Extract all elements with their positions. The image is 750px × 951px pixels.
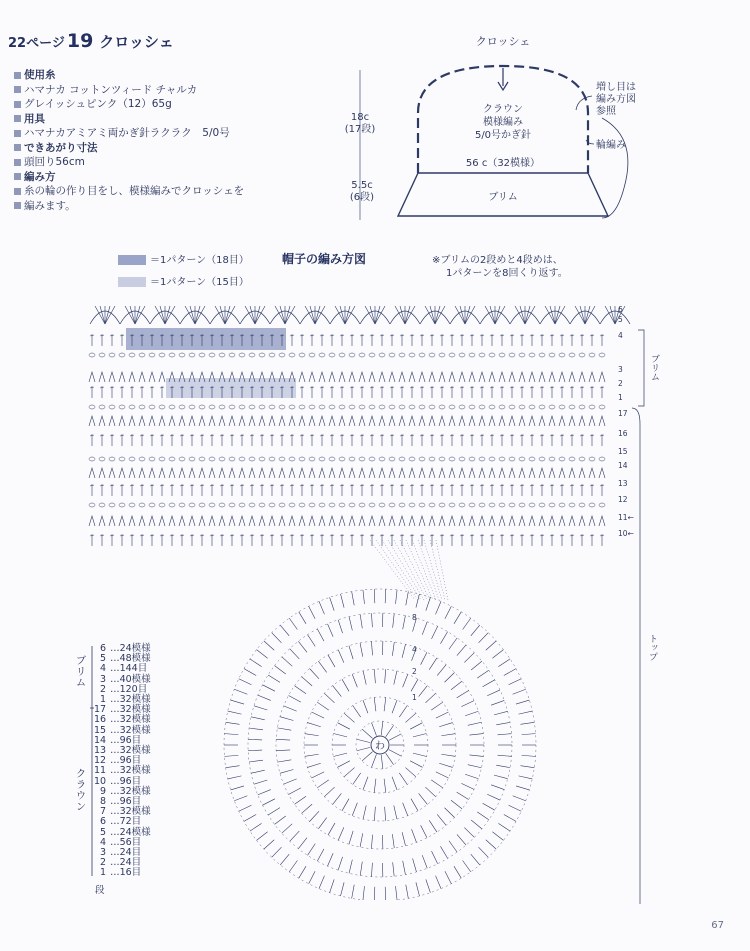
materials-line: ハマナカアミアミ両かぎ針ラクラク 5/0号 (14, 126, 254, 141)
row-label: 12 (618, 495, 628, 504)
row-number: 12 (94, 755, 107, 767)
top-bracket (630, 404, 670, 924)
row-label: 11← (618, 513, 634, 522)
row-label: 17 (618, 409, 628, 418)
row-number: 17 (94, 704, 107, 716)
crown-rows: (17段) (344, 124, 376, 135)
row-number: 15 (94, 724, 107, 736)
brim-label: ブリム (488, 192, 518, 203)
brim-bracket (638, 330, 644, 406)
row-number: 5 (100, 653, 107, 665)
crown-hook: 5/0号かぎ針 (474, 130, 532, 141)
row-number: 6 (100, 816, 107, 828)
crown-height: 18c (350, 112, 370, 123)
row-count: …32模様 (110, 724, 151, 736)
row-number: 3 (100, 673, 107, 685)
crown-label: クラウン (483, 104, 523, 115)
materials-heading: できあがり寸法 (14, 141, 254, 156)
materials-heading: 使用糸 (14, 68, 254, 83)
legend-15-swatch (118, 277, 146, 287)
stitch-chart-band (80, 294, 660, 554)
row-count: …32模様 (110, 785, 151, 797)
row-label: 13 (618, 479, 628, 488)
brim-rows: (6段) (349, 192, 375, 203)
row-label: 4 (618, 331, 623, 340)
pattern-number: 19 (66, 30, 94, 52)
row-number: 2 (100, 857, 107, 869)
legend-15: ＝1パターン（15目） (118, 273, 249, 288)
circle-row-label: 2 (412, 667, 417, 676)
row-count: …32模様 (110, 714, 151, 726)
increase-note-3: 参照 (596, 106, 616, 117)
row-count: …24模様 (110, 643, 151, 654)
materials-line: ハマナカ コットンツィード チャルカ (14, 83, 254, 98)
brim-group-label: ブリム (76, 656, 86, 689)
materials-line: 編みます。 (14, 199, 254, 214)
row-label: 10← (618, 529, 634, 538)
row-count: …32模様 (110, 704, 151, 716)
materials-line: 頭回り56cm (14, 155, 254, 170)
dan-label: 段 (95, 885, 105, 896)
brim-side-label: ブリム (649, 354, 659, 381)
pattern-title: クロッシェ (99, 33, 174, 51)
circle-row-label: 4 (412, 645, 417, 654)
row-number: 10 (94, 775, 107, 787)
row-label: 6 (618, 305, 623, 314)
legend-18: ＝1パターン（18目） (118, 251, 249, 266)
row-number: 4 (100, 663, 107, 675)
row-count: …24目 (110, 847, 142, 859)
row-count: …32模様 (110, 765, 151, 777)
materials-line: グレイッシュピンク（12）65g (14, 97, 254, 112)
hat-schematic (340, 28, 660, 238)
materials-heading: 用具 (14, 112, 254, 127)
increase-note-1: 増し目は (596, 82, 636, 93)
row-number: 13 (94, 745, 107, 757)
page-ref: 22ページ (8, 36, 65, 51)
row-count: …32模様 (110, 694, 151, 706)
row-count: …96目 (110, 775, 142, 787)
circumference: 56 c（32模様） (465, 158, 541, 169)
row-number: 4 (100, 836, 107, 848)
row-count: …24模様 (110, 826, 151, 838)
circle-row-label: 1 (412, 693, 417, 702)
row-label: 5 (618, 315, 623, 324)
row-label: 3 (618, 365, 623, 374)
magic-ring-label: わ (375, 741, 385, 752)
row-number: 1 (100, 694, 107, 706)
note-line-2: 1パターンを8回くり返す。 (446, 268, 568, 279)
row-count: …32模様 (110, 745, 151, 757)
row-count: …40模様 (110, 673, 151, 685)
row-count: …16目 (110, 867, 142, 879)
row-number: 9 (100, 785, 107, 797)
row-count: …48模様 (110, 653, 151, 665)
hat-title: クロッシェ (475, 35, 531, 48)
row-count: …72目 (110, 816, 142, 828)
chart-title: 帽子の編み方図 (282, 252, 367, 266)
row-count: …120目 (110, 683, 148, 695)
row-count: …96目 (110, 796, 142, 808)
row-count: …32模様 (110, 806, 151, 818)
row-label: 16 (618, 429, 628, 438)
increase-note-2: 編み方図 (596, 94, 636, 105)
row-number: 5 (100, 826, 107, 838)
brim-height: 5.5c (351, 180, 373, 191)
row-label: 1 (618, 393, 623, 402)
row-count: …56目 (110, 836, 142, 848)
row-number: 7 (100, 806, 107, 818)
row-number: 8 (100, 796, 107, 808)
row-label: 14 (618, 461, 628, 470)
stitch-count-row (92, 868, 153, 878)
legend-18-swatch (118, 255, 146, 265)
row-number: 2 (100, 683, 107, 695)
row-count: …144目 (110, 663, 148, 675)
circle-row-label: 8 (412, 613, 417, 622)
crown-pattern: 模様編み (483, 117, 523, 128)
materials-line: 糸の輪の作り目をし、模様編みでクロッシェを (14, 184, 254, 199)
row-number: 14 (94, 734, 107, 746)
row-count: …24目 (110, 857, 142, 869)
materials-heading: 編み方 (14, 170, 254, 185)
page-number: 67 (711, 920, 724, 931)
row-count: …96目 (110, 755, 142, 767)
materials-list (14, 68, 254, 213)
page-header (8, 30, 174, 52)
row-label: 15 (618, 447, 628, 456)
row-number: 11 (94, 765, 107, 777)
row-number: 16 (94, 714, 107, 726)
top-side-label: トップ (647, 634, 657, 661)
crown-group-label: クラウン (76, 769, 86, 813)
note-line-1: ※ブリムの2段めと4段めは、 (432, 255, 563, 266)
stitch-count-table (92, 644, 153, 879)
row-number: 6 (100, 643, 107, 654)
ring-note: 輪編み (596, 140, 626, 151)
row-number: 1 (100, 867, 107, 879)
row-label: 2 (618, 379, 623, 388)
row-number: 3 (100, 847, 107, 859)
row-count: …96目 (110, 734, 142, 746)
stitch-chart-crown (200, 540, 560, 900)
